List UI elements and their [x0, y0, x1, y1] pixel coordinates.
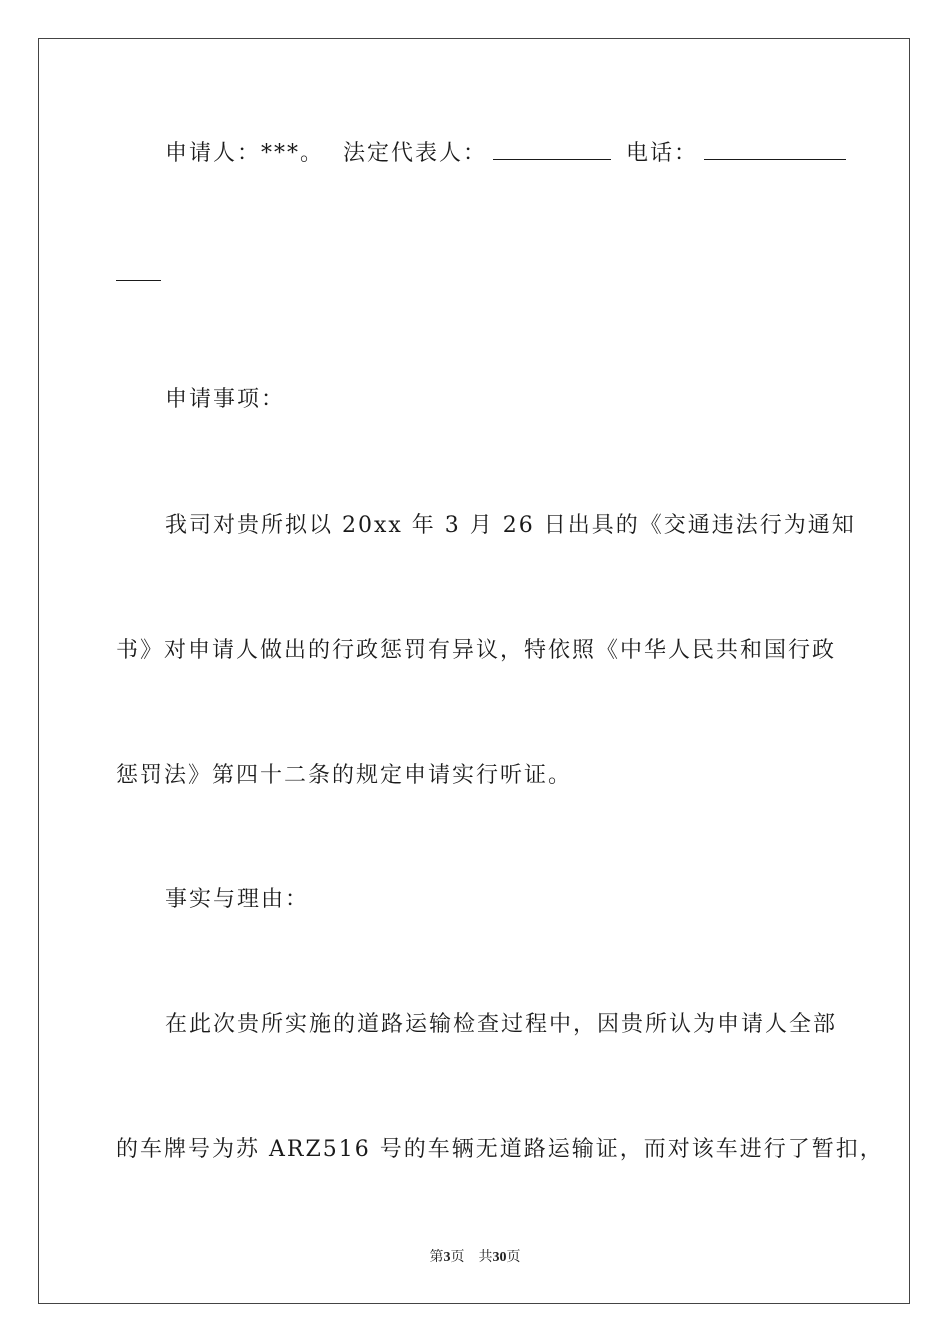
legal-rep-label: 法定代表人：: [343, 141, 488, 166]
request-paragraph-line-3: 惩罚法》第四十二条的规定申请实行听证。: [116, 763, 573, 788]
total-pages: 30: [492, 1250, 507, 1265]
applicant-label: 申请人：***。: [165, 141, 325, 166]
legal-rep-blank: [493, 137, 611, 160]
page-border: [38, 38, 910, 1304]
facts-paragraph-line-2: 的车牌号为苏 ARZ516 号的车辆无道路运输证，而对该车进行了暂扣，: [116, 1137, 884, 1162]
phone-blank: [704, 137, 846, 160]
total-suffix: 页: [506, 1250, 521, 1265]
page-footer: [0, 1246, 950, 1266]
request-paragraph-line-2: 书》对申请人做出的行政惩罚有异议，特依照《中华人民共和国行政: [116, 638, 837, 663]
total-prefix: 共: [478, 1250, 493, 1265]
phone-label: 电话：: [626, 141, 699, 166]
applicant-line: [165, 137, 852, 169]
page-number: 3: [443, 1250, 451, 1265]
facts-paragraph-line-1: 在此次贵所实施的道路运输检查过程中，因贵所认为申请人全部: [165, 1012, 838, 1037]
request-heading: 申请事项：: [165, 387, 286, 412]
page-prefix: 第: [429, 1250, 444, 1265]
facts-heading: 事实与理由：: [165, 887, 310, 912]
page-suffix: 页: [450, 1250, 465, 1265]
phone-blank-continuation: [116, 280, 161, 281]
request-paragraph-line-1: 我司对贵所拟以 20xx 年 3 月 26 日出具的《交通违法行为通知: [165, 513, 856, 538]
